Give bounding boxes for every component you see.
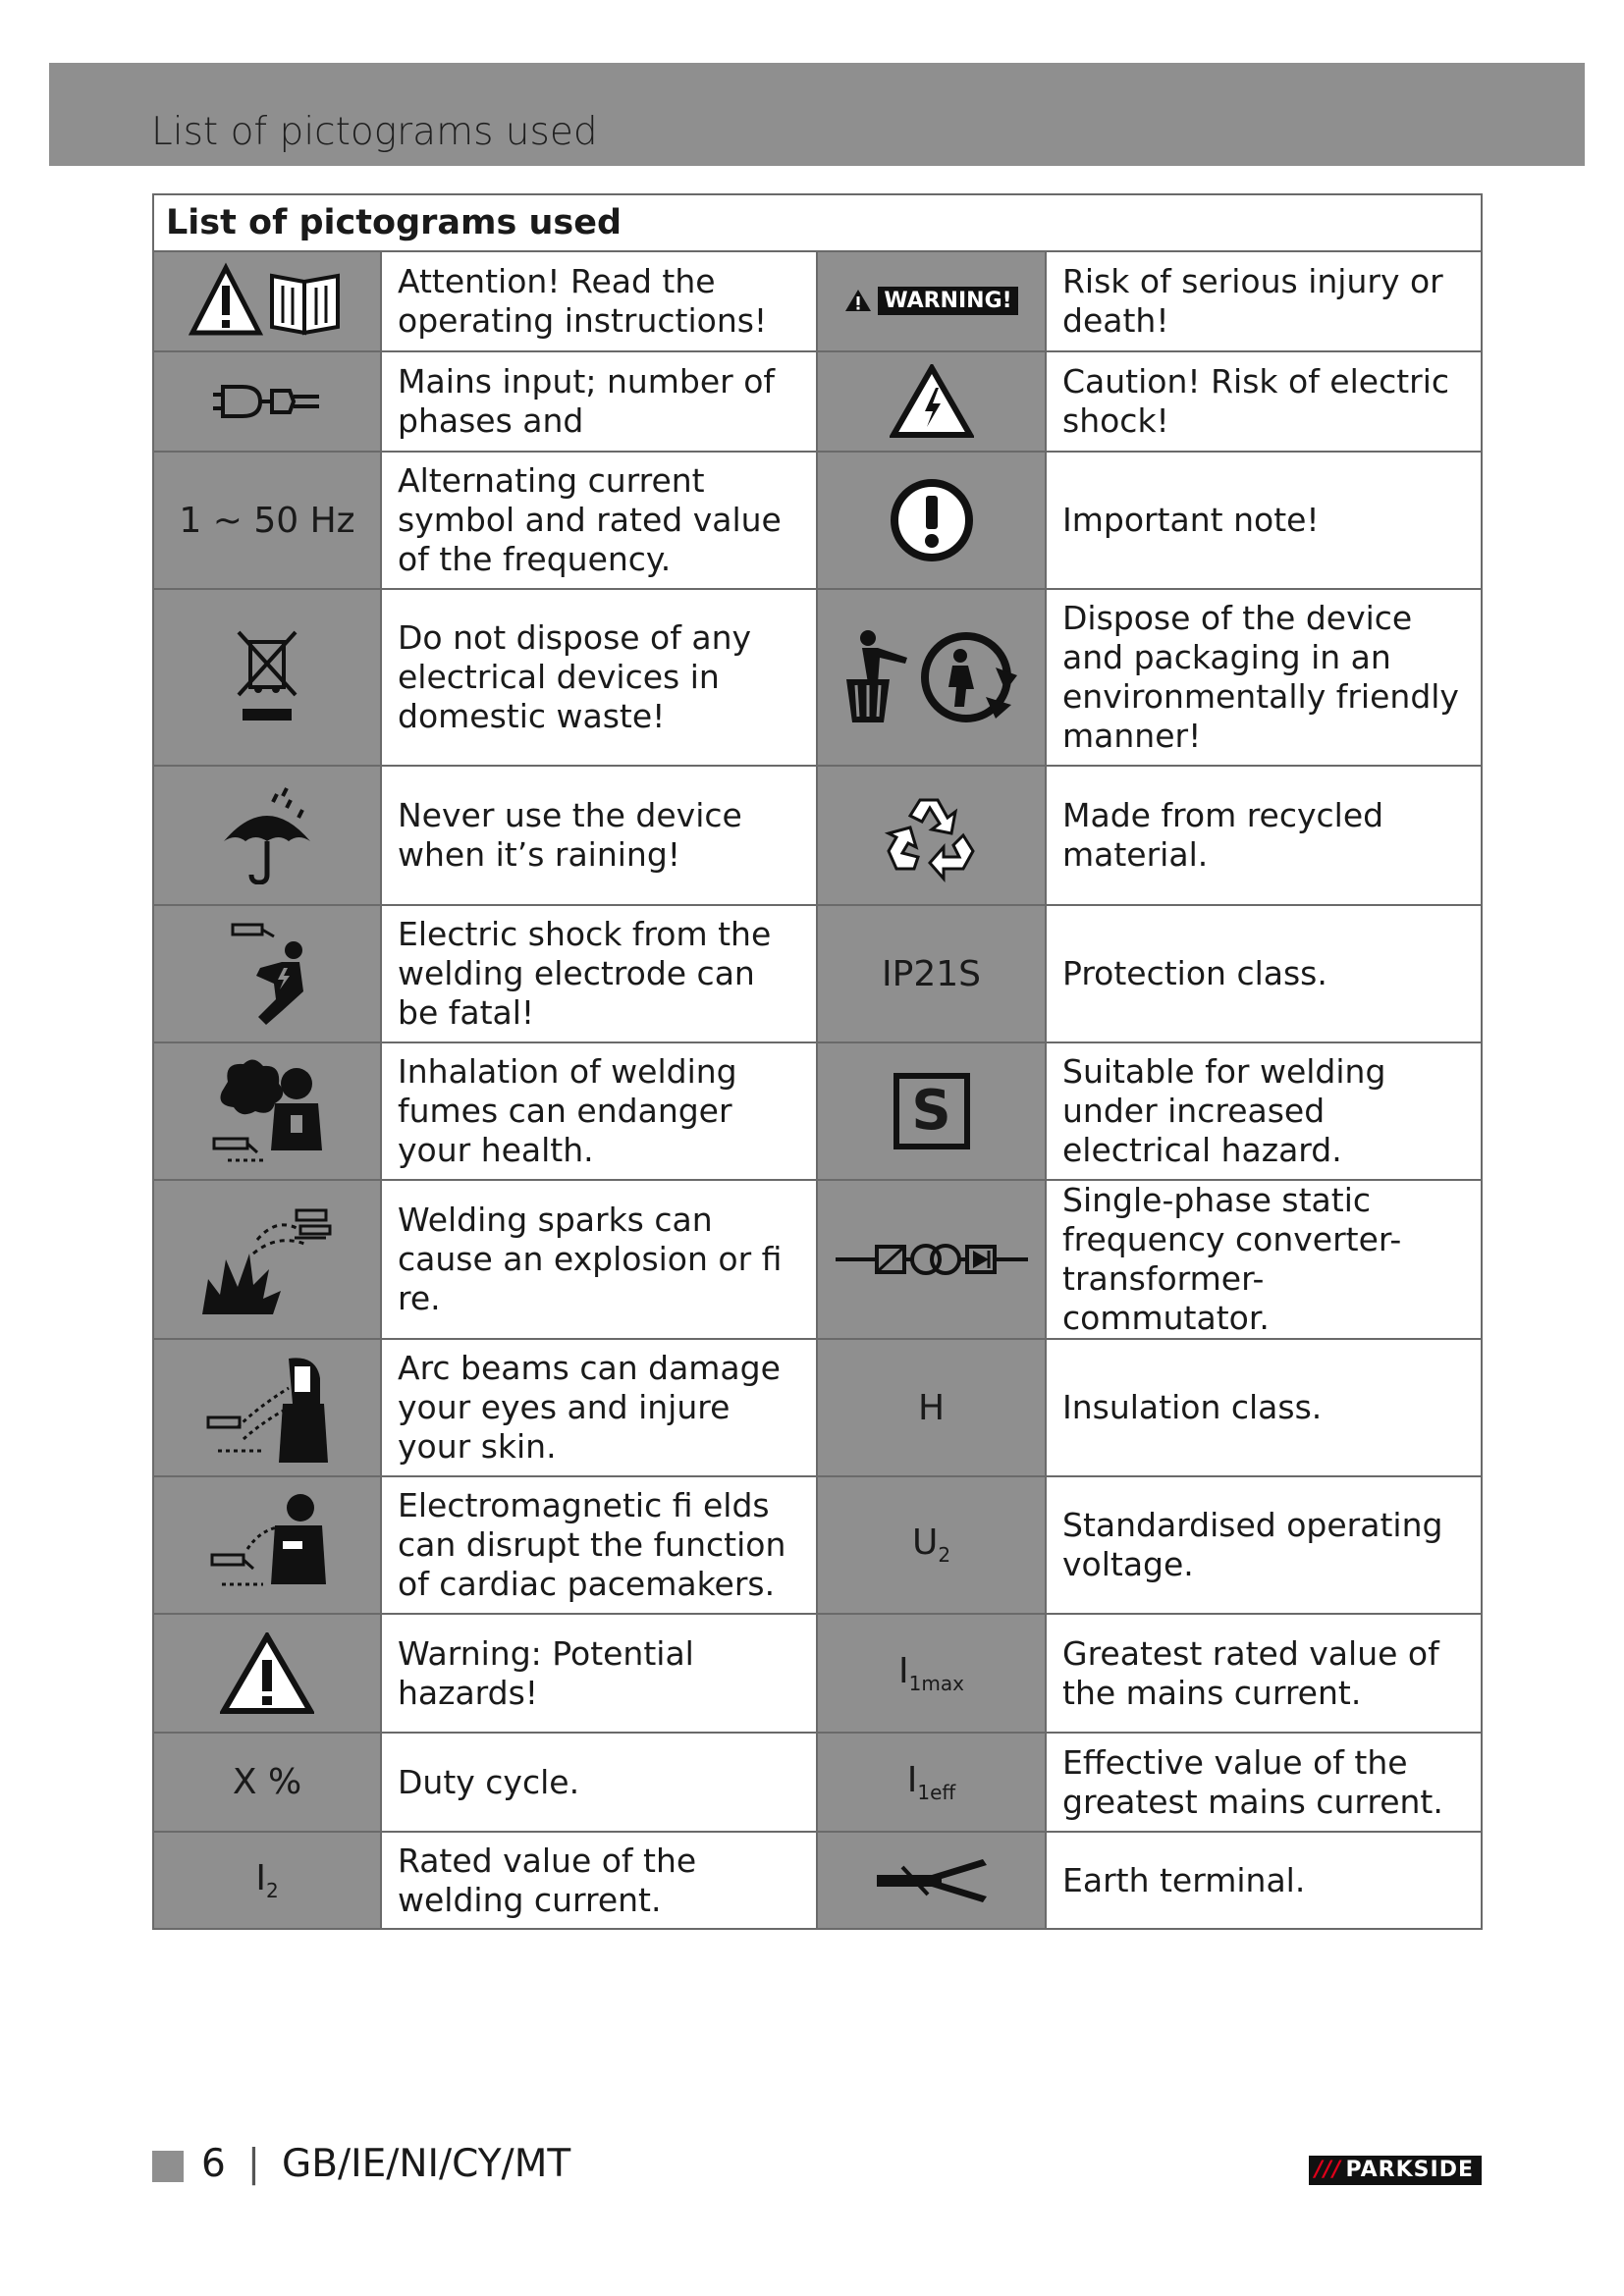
mains-current-eff-symbol-cell (817, 1733, 1046, 1832)
table-row (153, 1339, 1482, 1476)
insulation-class-label: H (917, 1387, 946, 1428)
pictogram-description: Earth terminal. (1046, 1832, 1482, 1929)
electric-shock-warning-icon (817, 351, 1046, 452)
pictogram-description: Warning: Potential hazards! (381, 1614, 817, 1733)
general-warning-icon (153, 1614, 381, 1733)
pictogram-description: Do not dispose of any electrical devices in domestic waste! (381, 589, 817, 766)
footer-separator: | (246, 2142, 260, 2186)
footer-languages: GB/IE/NI/CY/MT (281, 2142, 571, 2186)
umbrella-rain-icon (153, 766, 381, 905)
insulation-class-cell (817, 1339, 1046, 1476)
pictogram-description: Electric shock from the welding electrode can be fatal! (381, 905, 817, 1042)
mains-current-max-symbol-cell (817, 1614, 1046, 1733)
pictogram-description: Protection class. (1046, 905, 1482, 1042)
pictogram-description: Caution! Risk of electric shock! (1046, 351, 1482, 452)
table-row (153, 1733, 1482, 1832)
protection-class-label: IP21S (882, 953, 981, 994)
pictogram-table (152, 193, 1483, 1930)
pictogram-description: Greatest rated value of the mains current. (1046, 1614, 1482, 1733)
welding-fumes-icon (153, 1042, 381, 1180)
crossed-out-bin-icon (153, 589, 381, 766)
welding-current-symbol: $I_2$ (255, 1857, 279, 1903)
warning-label-text: WARNING! (878, 287, 1017, 315)
protection-class-cell (817, 905, 1046, 1042)
welding-sparks-explosion-icon (153, 1180, 381, 1339)
pictogram-description: Arc beams can damage your eyes and injure your skin. (381, 1339, 817, 1476)
pictogram-description: Effective value of the greatest mains current. (1046, 1733, 1482, 1832)
duty-cycle-symbol-cell (153, 1733, 381, 1832)
pictogram-description: Single-phase static frequency converter-transformer-commutator. (1046, 1180, 1482, 1339)
pictogram-description: Made from recycled material. (1046, 766, 1482, 905)
voltage-symbol: $U_2$ (911, 1522, 951, 1568)
pictogram-description: Dispose of the device and packaging in an environmentally friendly manner! (1046, 589, 1482, 766)
page-number: 6 (201, 2142, 226, 2186)
pictogram-description: Inhalation of welding fumes can endanger your health. (381, 1042, 817, 1180)
parkside-logo (1309, 2156, 1482, 2185)
table-row (153, 1180, 1482, 1339)
pictogram-description: Suitable for welding under increased electrical hazard. (1046, 1042, 1482, 1180)
s-mark-icon (817, 1042, 1046, 1180)
table-row (153, 905, 1482, 1042)
footer-square (152, 2151, 184, 2182)
table-row (153, 766, 1482, 905)
mains-current-eff-symbol: $I_{1eff}$ (906, 1759, 956, 1805)
pictogram-description: Rated value of the welding current. (381, 1832, 817, 1929)
mains-current-max-symbol: $I_{1max}$ (898, 1650, 964, 1696)
welding-current-symbol-cell (153, 1832, 381, 1929)
frequency-label-cell (153, 452, 381, 589)
earth-clamp-icon (817, 1832, 1046, 1929)
mains-input-icon (153, 351, 381, 452)
table-row (153, 452, 1482, 589)
parkside-logo-text: PARKSIDE (1345, 2158, 1474, 2182)
attention-read-manual-icon (153, 251, 381, 351)
recycled-material-icon (817, 766, 1046, 905)
pictogram-description: Attention! Read the operating instructions! (381, 251, 817, 351)
pictogram-description: Alternating current symbol and rated value of the frequency. (381, 452, 817, 589)
pictogram-description: Risk of serious injury or death! (1046, 251, 1482, 351)
pictogram-description: Electromagnetic fi elds can disrupt the function of cardiac pacemakers. (381, 1476, 817, 1614)
pictogram-description: Never use the device when it’s raining! (381, 766, 817, 905)
pictogram-description: Welding sparks can cause an explosion or fi re. (381, 1180, 817, 1339)
table-row (153, 351, 1482, 452)
pictogram-description: Important note! (1046, 452, 1482, 589)
pictogram-description: Standardised operating voltage. (1046, 1476, 1482, 1614)
voltage-symbol-cell (817, 1476, 1046, 1614)
important-note-icon (817, 452, 1046, 589)
electrode-shock-icon (153, 905, 381, 1042)
table-title: List of pictograms used (153, 194, 1482, 251)
table-row (153, 1832, 1482, 1929)
pictogram-description: Duty cycle. (381, 1733, 817, 1832)
warning-label-icon (817, 251, 1046, 351)
recycle-dispose-icon (817, 589, 1046, 766)
arc-beams-icon (153, 1339, 381, 1476)
table-row (153, 1042, 1482, 1180)
pacemaker-warning-icon (153, 1476, 381, 1614)
frequency-label: 1 ~ 50 Hz (179, 500, 355, 541)
pictogram-description: Mains input; number of phases and (381, 351, 817, 452)
table-row (153, 1476, 1482, 1614)
table-title-row (153, 194, 1482, 251)
frequency-converter-icon (817, 1180, 1046, 1339)
parkside-logo-mark: /// (1315, 2158, 1342, 2182)
table-row (153, 589, 1482, 766)
footer (201, 2142, 570, 2186)
header-title: List of pictograms used (151, 110, 598, 154)
duty-cycle-symbol: X % (232, 1762, 302, 1802)
pictogram-description: Insulation class. (1046, 1339, 1482, 1476)
header-bar (49, 63, 1585, 166)
s-mark-label: S (893, 1073, 970, 1149)
table-row (153, 251, 1482, 351)
table-row (153, 1614, 1482, 1733)
